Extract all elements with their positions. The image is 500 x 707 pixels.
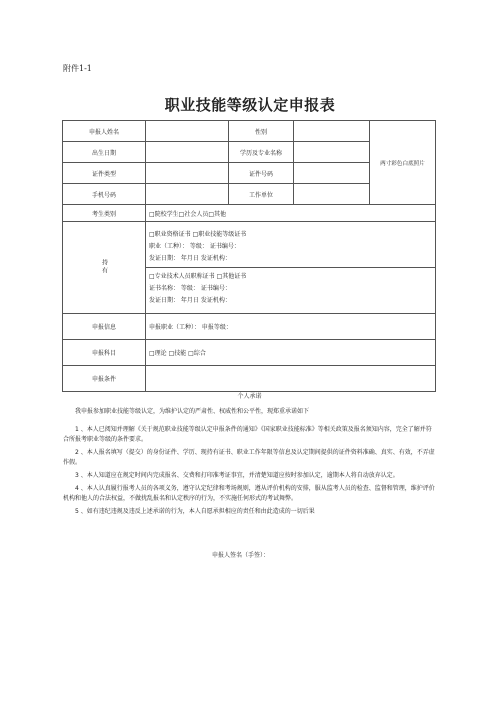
row-certificates <box>63 222 436 314</box>
gender-label: 性别 <box>229 121 294 142</box>
phone-label: 手机号码 <box>63 184 146 205</box>
row-name <box>63 121 436 142</box>
promise-section <box>63 392 436 517</box>
row-category <box>63 205 436 222</box>
birth-label: 出生日期 <box>63 142 146 163</box>
name-field[interactable] <box>146 121 229 142</box>
phone-field[interactable] <box>146 184 229 205</box>
promise-item: 2 、本人报名填写（提交）的身份证件、学历、现持有证书、职业工作年限等信息及认定期间提供的证件资料准确、真实、有效，不弄虚作假。 <box>63 449 435 466</box>
cert-line: 发证日期： 年月日 发证机构： <box>149 255 231 262</box>
holdings-label-cell <box>63 222 146 314</box>
certificates-cell <box>146 222 436 314</box>
id-number-label: 证件号码 <box>229 163 294 184</box>
promise-item: 3 、本人知道应在规定时间内完成报名、交费和打印准考证事宜，并清楚知道应按时参加认定，逾期本人将自动放弃认定。 <box>75 472 399 479</box>
cert-line: 职业（工种）： 等级： 证书编号： <box>149 243 240 250</box>
apply-info-label: 申报信息 <box>63 314 146 340</box>
signature-label: 申报人签名（手签）： <box>212 552 270 559</box>
education-field[interactable] <box>294 142 370 163</box>
workplace-field[interactable] <box>294 184 370 205</box>
cert-block-1[interactable] <box>149 226 432 267</box>
cert-line: 证书名称： 等级： 证书编号： <box>149 285 231 292</box>
condition-label: 申报条件 <box>63 366 146 392</box>
form-title: 职业技能等级认定申报表 <box>164 96 336 114</box>
workplace-label: 工作单位 <box>229 184 294 205</box>
education-label: 学历及专业名称 <box>229 142 294 163</box>
row-apply-info <box>63 314 436 340</box>
application-form-table <box>62 120 436 392</box>
apply-info-field[interactable]: 申报职业（工种）： 申报等级： <box>146 314 436 340</box>
id-number-field[interactable] <box>294 163 370 184</box>
category-label: 考生类别 <box>63 205 146 222</box>
subject-options[interactable]: □理论 □技能 □综合 <box>146 340 436 366</box>
promise-item: 1 、本人已阅知并理解《关于规范职业技能等级认定申报条件的通知》《国家职业技能标准》等相关政策及报名须知内容，完全了解并符合所报考职业等级的条件要求。 <box>63 426 432 443</box>
photo-area: 两寸彩色白底照片 <box>370 121 436 205</box>
birth-field[interactable] <box>146 142 229 163</box>
holdings-label: 持有 <box>100 258 108 275</box>
name-label: 申报人姓名 <box>63 121 146 142</box>
row-condition <box>63 366 436 392</box>
promise-heading: 个人承诺 <box>237 393 262 400</box>
cert-line: □职业资格证书 □职业技能等级证书 <box>149 231 247 238</box>
gender-field[interactable] <box>294 121 370 142</box>
promise-item: 4 、本人认真履行报考人员的各项义务，遵守认定纪律和考场规则，遵从评价机构的安排，服从监考人员的检查、监督和管理，维护评价机构和他人的合法权益，不做扰乱报名和认定秩序的行为，不实施任何形式的考试舞弊。 <box>63 485 435 502</box>
subject-label: 申报科目 <box>63 340 146 366</box>
annex-label: 附件1-1 <box>63 64 92 73</box>
cert-line: 发证日期： 年月日 发证机构： <box>149 297 231 304</box>
id-type-label: 证件类型 <box>63 163 146 184</box>
condition-field[interactable] <box>146 366 436 392</box>
category-options[interactable]: □院校学生□社会人员□其他 <box>146 205 436 222</box>
promise-item: 5 、如有违纪违规及违反上述承诺的行为，本人自愿承担相应的责任和由此造成的一切后果 <box>75 508 315 515</box>
cert-block-2[interactable] <box>149 268 432 309</box>
cert-line: □专业技术人员职称证书 □其他证书 <box>149 273 247 280</box>
promise-intro: 我申报参加职业技能等级认定，为维护认定的严肃性、权威性和公平性，现郑重承诺如下 <box>75 408 310 415</box>
row-subject <box>63 340 436 366</box>
id-type-field[interactable] <box>146 163 229 184</box>
